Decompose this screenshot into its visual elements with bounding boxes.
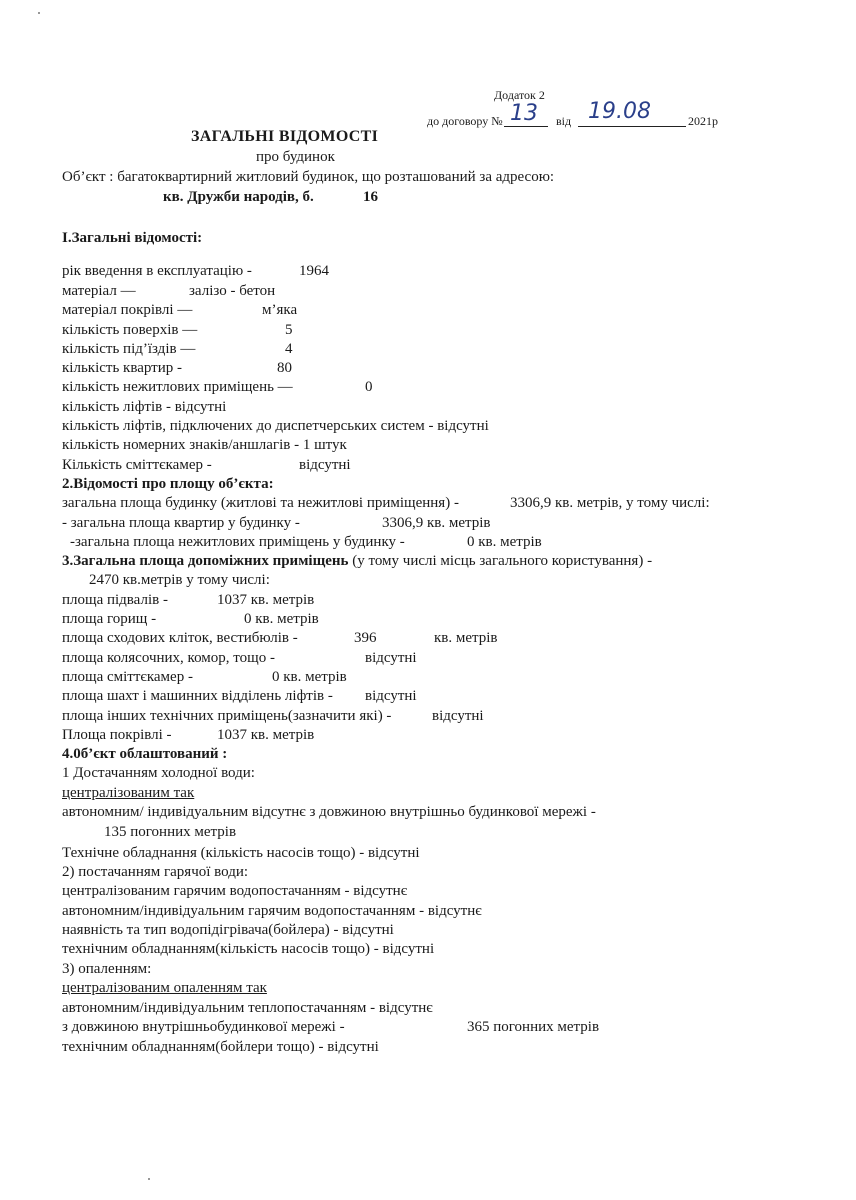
roof-area-value: 1037 кв. метрів [217,727,315,743]
scan-speck [148,1178,150,1180]
entrances-label: кількість під’їздів — [62,341,196,357]
shafts-label: площа шахт і машинних відділень ліфтів - [62,688,333,704]
strollers-label: площа колясочних, комор, тощо - [62,650,275,666]
shafts-value: відсутні [365,688,417,704]
aux-chutes-value: 0 кв. метрів [272,669,347,685]
heating-equipment: технічним обладнанням(бойлери тощо) - відсутні [62,1039,379,1055]
hot-water-central: централізованим гарячим водопостачанням - відсутнє [62,883,408,899]
section-4-heading: 4.0б’єкт облаштований : [62,746,228,762]
cold-water-autonomous: автономним/ індивідуальним відсутнє з довжиною внутрішньо будинкової мережі - [62,804,596,820]
apartments-value: 80 [277,360,292,376]
page-subtitle: про будинок [256,149,335,165]
address-number: 16 [363,189,378,205]
nonres-area-label: -загальна площа нежитлових приміщень у будинку - [70,534,405,550]
nonresidential-value: 0 [365,379,373,395]
hot-water-boiler: наявність та тип водопідігрівача(бойлера) - відсутні [62,922,394,938]
aux-total: 2470 кв.метрів у тому числі: [89,572,270,588]
contract-date-underline [578,126,686,127]
contract-year: 2021р [688,114,718,128]
contract-prefix: до договору № [427,114,503,128]
apartments-area-label: - загальна площа квартир у будинку - [62,515,300,531]
section-3-heading [62,552,652,570]
contract-number: 13 [510,101,538,126]
chutes-value: відсутні [299,457,351,473]
address-street: кв. Дружби народів, б. [163,189,314,205]
cold-water-length: 135 погонних метрів [104,824,237,840]
lifts-dispatch-line: кількість ліфтів, підключених до диспетчерських систем - відсутні [62,418,489,434]
total-area-value: 3306,9 кв. метрів, у тому числі: [510,495,710,511]
roof-area-label: Площа покрівлі - [62,727,172,743]
material-label: матеріал — [62,283,136,299]
aux-chutes-label: площа сміттєкамер - [62,669,193,685]
chutes-label: Кількість сміттєкамер - [62,457,212,473]
object-description: Об’єкт : багатоквартирний житловий будинок, що розташований за адресою: [62,169,555,185]
stairs-value: 396 [354,630,377,646]
from-label: від [556,114,572,128]
basements-value: 1037 кв. метрів [217,592,315,608]
attics-value: 0 кв. метрів [244,611,319,627]
hot-water-equipment: технічним обладнанням(кількість насосів тощо) - відсутні [62,941,435,957]
floors-value: 5 [285,322,293,338]
technical-rooms-label: площа інших технічних приміщень(зазначити які) - [62,708,392,724]
contract-date: 19.08 [588,99,651,124]
strollers-value: відсутні [365,650,417,666]
section-3-heading-bold: 3.Загальна площа допоміжних приміщень [62,553,349,569]
total-area-label: загальна площа будинку (житлові та нежитлові приміщення) - [62,495,459,511]
floors-label: кількість поверхів — [62,322,198,338]
stairs-unit: кв. метрів [434,630,498,646]
heating-autonomous: автономним/індивідуальним теплопостачанням - відсутнє [62,1000,433,1016]
entrances-value: 4 [285,341,293,357]
heating-heading: 3) опаленням: [62,961,152,977]
nonres-area-value: 0 кв. метрів [467,534,542,550]
basements-label: площа підвалів - [62,592,168,608]
contract-number-underline [504,126,548,127]
section-3-heading-rest: (у тому числі місць загального користування) - [348,553,653,569]
cold-water-equipment: Технічне обладнання (кількість насосів тощо) - відсутні [62,845,420,861]
apartments-area-value: 3306,9 кв. метрів [382,515,491,531]
section-1-heading: I.Загальні відомості: [62,230,203,246]
heating-length-value: 365 погонних метрів [467,1019,600,1035]
nonresidential-label: кількість нежитлових приміщень — [62,379,293,395]
scan-speck [38,12,40,14]
material-value: залізо - бетон [189,283,276,299]
hot-water-autonomous: автономним/індивідуальним гарячим водопостачанням - відсутнє [62,903,482,919]
stairs-label: площа сходових кліток, вестибюлів - [62,630,298,646]
commissioning-year-value: 1964 [299,263,329,279]
section-2-heading: 2.Відомості про площу об’єкта: [62,476,274,492]
heating-length-label: з довжиною внутрішньобудинкової мережі - [62,1019,345,1035]
cold-water-central: централізованим так [62,785,195,801]
lifts-line: кількість ліфтів - відсутні [62,399,227,415]
commissioning-year-label: рік введення в експлуатацію - [62,263,252,279]
page-title: ЗАГАЛЬНІ ВІДОМОСТІ [191,128,379,145]
roof-material-label: матеріал покрівлі — [62,302,193,318]
hot-water-heading: 2) постачанням гарячої води: [62,864,249,880]
appendix-label: Додаток 2 [494,88,545,102]
number-signs-line: кількість номерних знаків/аншлагів - 1 штук [62,437,347,453]
technical-rooms-value: відсутні [432,708,484,724]
roof-material-value: м’яка [262,302,298,318]
apartments-label: кількість квартир - [62,360,182,376]
cold-water-heading: 1 Достачанням холодної води: [62,765,255,781]
heating-central: централізованим опаленням так [62,980,267,996]
attics-label: площа горищ - [62,611,157,627]
